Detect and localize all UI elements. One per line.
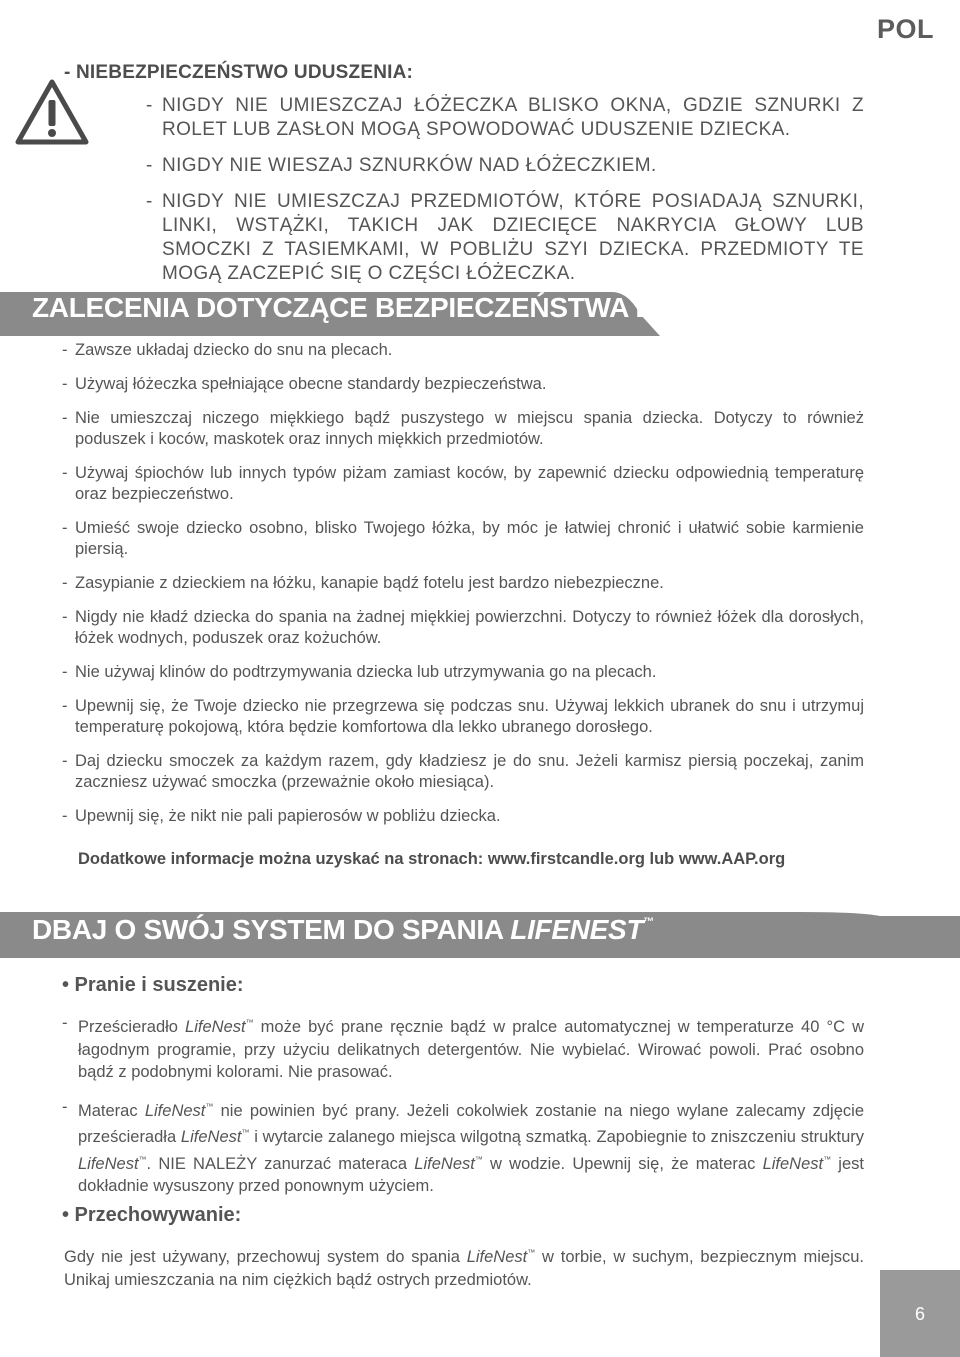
trademark: ™ [527, 1248, 536, 1257]
recommendation-item-text: Upewnij się, że Twoje dziecko nie przegrzewa się podczas snu. Używaj lekkich ubranek do snu i utrzymuj temperaturę pokojową, która będzie komfortowa dla lekko ubranego dorosłego. [75, 697, 864, 736]
recommendation-item [62, 751, 864, 793]
text-segment: Gdy nie jest używany, przechowuj system do spania [64, 1248, 467, 1266]
recommendation-item-text: Używaj łóżeczka spełniające obecne standardy bezpieczeństwa. [75, 375, 547, 393]
suffocation-warning-title: - NIEBEZPIECZEŃSTWO UDUSZENIA: [64, 62, 414, 83]
recommendation-item-text: Zawsze układaj dziecko do snu na plecach. [75, 341, 393, 359]
recommendation-item-text: Zasypianie z dzieckiem na łóżku, kanapie bądź fotelu jest bardzo niebezpieczne. [75, 574, 664, 592]
bullet-dash: - [62, 1097, 68, 1116]
recommendation-item-text: Nie używaj klinów do podtrzymywania dziecka lub utrzymywania go na plecach. [75, 663, 657, 681]
trademark: ™ [138, 1154, 147, 1164]
brand-name: LifeNest [414, 1154, 475, 1173]
safety-recommendations-heading: ZALECENIA DOTYCZĄCE BEZPIECZEŃSTWA DZIECKA [32, 292, 758, 323]
bullet-dash: - [62, 663, 68, 681]
safety-recommendations-banner [0, 284, 758, 336]
storage-text [64, 1242, 864, 1291]
recommendation-item [62, 806, 864, 827]
bullet-dash: - [62, 608, 68, 626]
language-label: POL [876, 14, 934, 44]
trademark: ™ [474, 1154, 483, 1164]
text-segment: Prześcieradło [78, 1018, 186, 1036]
trademark: ™ [241, 1128, 250, 1137]
washing-item-text [78, 1096, 864, 1198]
bullet-dash: - [62, 519, 68, 537]
text-segment: może być prane ręcznie bądź w pralce automatycznej w temperaturze 40 °C w łagodnym programie, przy użyciu delikatnych detergentów. Nie wybielać. Wirować powoli. Prać osobno bądź z podobnymi kolorami. Nie prasować. [78, 1018, 864, 1081]
text-segment: Materac [78, 1101, 145, 1120]
recommendation-item [62, 463, 864, 505]
bullet-dash: - [62, 752, 68, 770]
trademark: ™ [245, 1018, 254, 1027]
recommendation-item-text: Nie umieszczaj niczego miękkiego bądź puszystego w miejscu spania dziecka. Dotyczy to również poduszek i koców, maskotek oraz innych miękkich przedmiotów. [75, 409, 864, 448]
warning-item-text: NIGDY NIE UMIESZCZAJ ŁÓŻECZKA BLISKO OKNA, GDZIE SZNURKI Z ROLET LUB ZASŁON MOGĄ SPOWODOWAĆ UDUSZENIE DZIECKA. [162, 95, 864, 140]
washing-list [62, 1012, 864, 1210]
bullet-dash: - [62, 341, 68, 359]
bullet-dash: - [62, 1014, 68, 1032]
bullet-dash: - [62, 464, 68, 482]
washing-item [62, 1012, 864, 1084]
recommendation-item-text: Upewnij się, że nikt nie pali papierosów w pobliżu dziecka. [75, 807, 501, 825]
bullet-dash: - [62, 807, 68, 825]
bullet-dash: - [146, 95, 153, 116]
care-heading [32, 914, 654, 946]
recommendation-item-text: Daj dziecku smoczek za każdym razem, gdy kładziesz je do snu. Jeżeli karmisz piersią poczekaj, zanim zaczniesz używać smoczka (przeważnie około miesiąca). [75, 752, 864, 791]
page-number: 6 [914, 1304, 925, 1324]
brand-name: LifeNest [762, 1154, 824, 1173]
care-banner [0, 906, 960, 958]
warning-item [146, 94, 864, 142]
text-segment: w torbie, w suchym, bezpiecznym miejscu. Unikaj umieszczania na nim ciężkich bądź ostrych przedmiotów. [64, 1248, 865, 1289]
recommendations-list [62, 340, 864, 840]
care-heading-tm: ™ [643, 916, 654, 928]
recommendation-item [62, 374, 864, 395]
warning-triangle-icon [14, 78, 90, 146]
text-segment: i wytarcie zalanego miejsca wilgotną szmatką. Zapobiegnie to zniszczeniu struktury [249, 1128, 864, 1146]
brand-name: LifeNest [78, 1154, 139, 1173]
recommendation-item [62, 408, 864, 450]
brand-name: LifeNest [185, 1018, 246, 1036]
warning-item [146, 154, 864, 178]
page-number-box [880, 1270, 960, 1357]
washing-item [62, 1096, 864, 1198]
brand-name: LifeNest [180, 1128, 242, 1146]
more-info-links: Dodatkowe informacje można uzyskać na stronach: www.firstcandle.org lub www.AAP.org [78, 850, 786, 868]
warning-item-text: NIGDY NIE WIESZAJ SZNURKÓW NAD ŁÓŻECZKIEM. [162, 155, 657, 176]
recommendation-item [62, 518, 864, 560]
storage-title: • Przechowywanie: [62, 1204, 242, 1226]
bullet-dash: - [146, 155, 153, 176]
trademark: ™ [823, 1154, 832, 1164]
warning-list [146, 94, 864, 298]
text-segment: jest dokładnie wysuszony przed ponownym użyciem. [78, 1154, 864, 1195]
recommendation-item [62, 662, 864, 683]
warning-item-text: NIGDY NIE UMIESZCZAJ PRZEDMIOTÓW, KTÓRE POSIADAJĄ SZNURKI, LINKI, WSTĄŻKI, TAKICH JAK DZIECIĘCE NAKRYCIA GŁOWY LUB SMOCZKI Z TASIEMKAMI, W POBLIŻU SZYI DZIECKA. PRZEDMIOTY TE MOGĄ ZACZEPIĆ SIĘ O CZĘŚCI ŁÓŻECZKA. [162, 191, 864, 284]
bullet-dash: - [62, 574, 68, 592]
brand-name: LifeNest [144, 1101, 206, 1120]
recommendation-item-text: Umieść swoje dziecko osobno, blisko Twojego łóżka, by móc je łatwiej chronić i ułatwić sobie karmienie piersią. [75, 519, 864, 558]
warning-item [146, 190, 864, 286]
bullet-dash: - [62, 697, 68, 715]
brand-name: LifeNest [466, 1248, 528, 1266]
recommendation-item [62, 696, 864, 738]
text-segment: . NIE NALEŻY zanurzać materaca [146, 1154, 415, 1173]
care-heading-brand: LIFENEST [510, 914, 644, 945]
recommendation-item [62, 607, 864, 649]
recommendation-item [62, 340, 864, 361]
bullet-dash: - [62, 375, 68, 393]
washing-title: • Pranie i suszenie: [62, 974, 244, 996]
bullet-dash: - [62, 409, 68, 427]
text-segment: w wodzie. Upewnij się, że materac [482, 1154, 763, 1173]
bullet-dash: - [146, 191, 153, 212]
washing-item-text [78, 1012, 864, 1084]
text-segment: nie powinien być prany. Jeżeli cokolwiek zostanie na niego wylane zalecamy zdjęcie prześcieradła [78, 1101, 864, 1146]
recommendation-item-text: Używaj śpiochów lub innych typów piżam zamiast koców, by zapewnić dziecku odpowiednią temperaturę oraz bezpieczeństwo. [75, 464, 864, 503]
care-heading-main: DBAJ O SWÓJ SYSTEM DO SPANIA [32, 914, 511, 945]
recommendation-item-text: Nigdy nie kładź dziecka do spania na żadnej miękkiej powierzchni. Dotyczy to również łóżek dla dorosłych, łóżek wodnych, poduszek oraz kożuchów. [75, 608, 864, 647]
recommendation-item [62, 573, 864, 594]
trademark: ™ [205, 1101, 214, 1111]
